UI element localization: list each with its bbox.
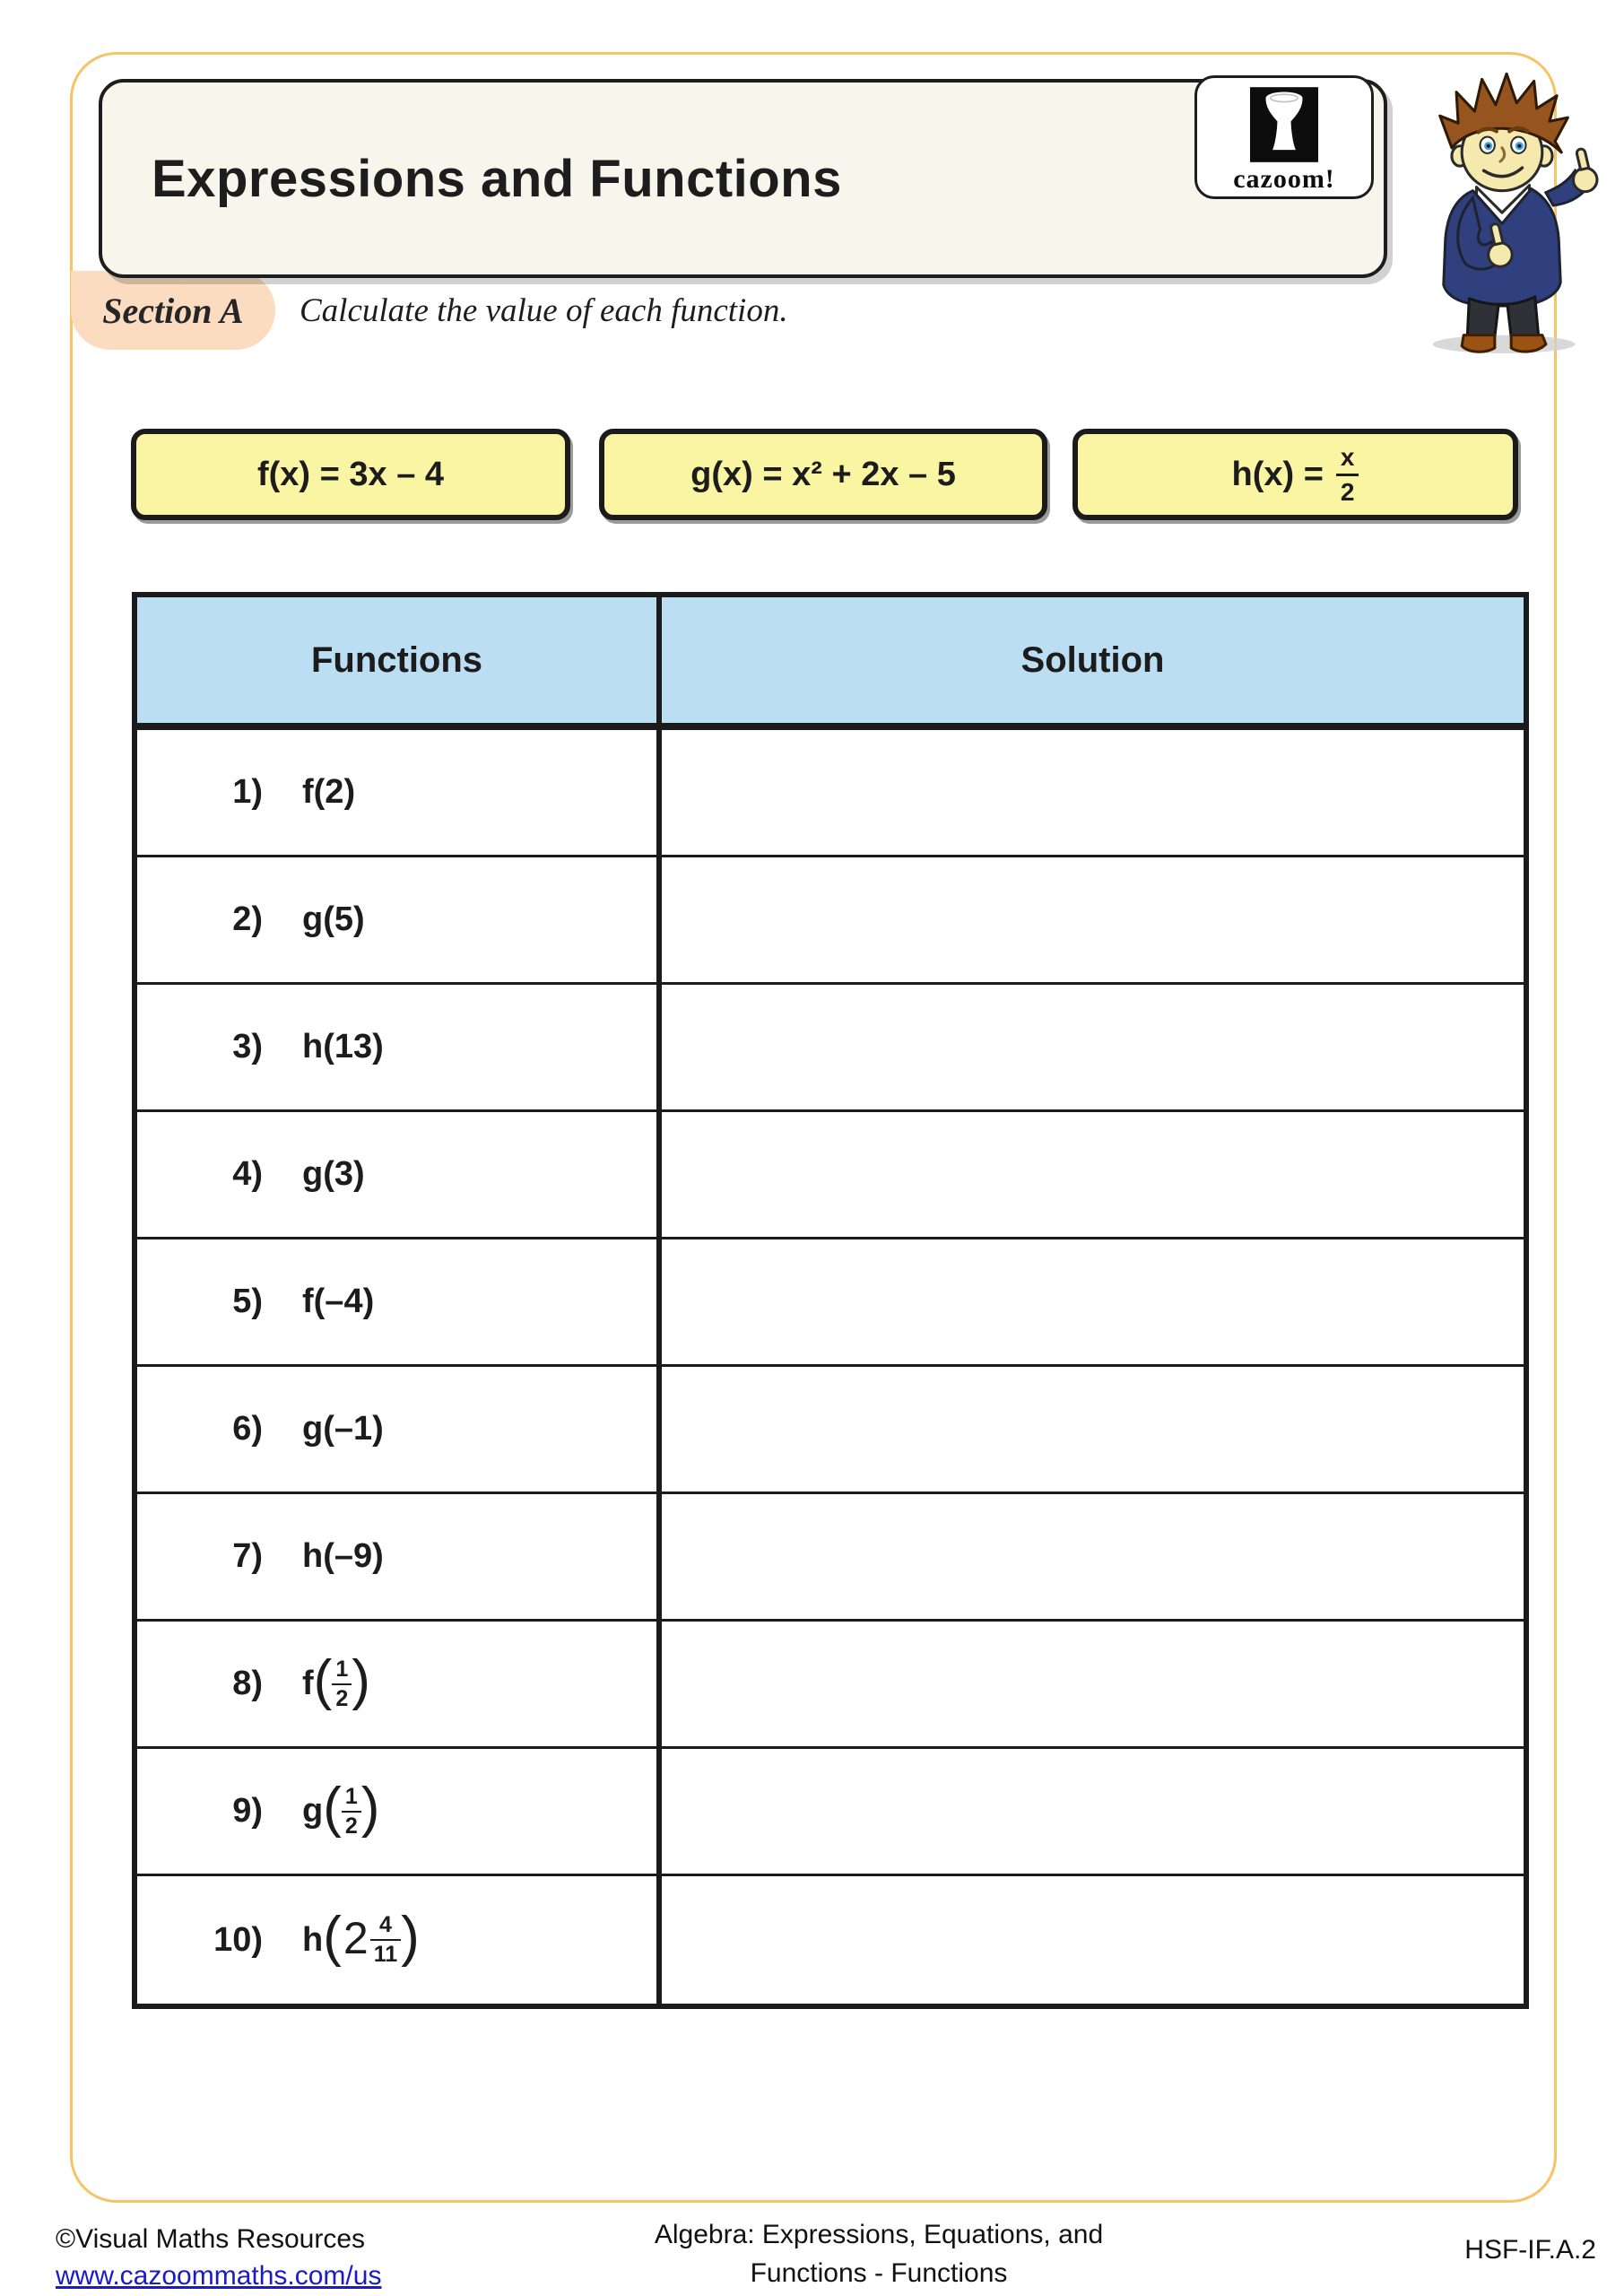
copyright-text: ©Visual Maths Resources — [56, 2224, 366, 2254]
function-cell — [137, 1112, 662, 1237]
table-row — [137, 1239, 1524, 1367]
table-row — [137, 730, 1524, 857]
function-def-f — [131, 429, 570, 520]
row-number: 4) — [232, 1155, 263, 1193]
close-paren: ) — [401, 1905, 420, 1968]
mixed-whole-number: 2 — [343, 1913, 369, 1963]
table-body — [137, 730, 1524, 2004]
page-title: Expressions and Functions — [152, 149, 842, 208]
function-cell — [137, 1876, 662, 2004]
function-text: g(3) — [302, 1155, 365, 1193]
column-header-functions: Functions — [137, 597, 662, 723]
fraction — [370, 1914, 401, 1966]
function-expression — [302, 1537, 384, 1576]
column-header-solution: Solution — [1020, 639, 1165, 680]
cazoom-drum-icon — [1250, 87, 1318, 162]
function-text: f(2) — [302, 773, 356, 811]
function-expression — [302, 1777, 380, 1839]
function-name: g — [302, 1792, 324, 1830]
solution-cell — [662, 1876, 1524, 2004]
fraction-numerator: 1 — [344, 1783, 358, 1809]
function-def-h-lhs: h(x) = — [1231, 455, 1324, 493]
function-cell — [137, 730, 662, 855]
fraction — [342, 1783, 361, 1839]
solution-cell — [662, 857, 1524, 982]
solution-cell — [662, 1239, 1524, 1364]
function-text: g(5) — [302, 900, 365, 938]
function-text: h(–9) — [302, 1537, 384, 1575]
section-a-label — [71, 271, 275, 350]
table-header-row — [137, 597, 1524, 730]
solution-cell — [662, 1749, 1524, 1874]
logo-text: cazoom! — [1233, 164, 1335, 194]
function-expression — [302, 1905, 420, 1968]
close-paren: ) — [360, 1777, 380, 1839]
function-cell — [137, 1367, 662, 1492]
function-expression — [302, 1410, 384, 1448]
function-def-h — [1073, 429, 1518, 520]
row-number: 1) — [232, 773, 263, 811]
section-a-text: Section A — [102, 290, 244, 331]
row-number: 3) — [232, 1028, 263, 1065]
function-text: h(13) — [302, 1028, 384, 1065]
solution-cell — [662, 1622, 1524, 1746]
row-number: 7) — [232, 1537, 263, 1575]
function-expression — [302, 773, 355, 812]
solution-cell — [662, 1112, 1524, 1237]
function-expression — [302, 1649, 370, 1712]
fraction-numerator: 1 — [335, 1656, 349, 1682]
website-link[interactable]: www.cazoommaths.com/us — [56, 2261, 382, 2291]
function-cell — [137, 1239, 662, 1364]
function-cell — [137, 857, 662, 982]
open-paren: ( — [323, 1777, 342, 1839]
function-expression — [302, 1283, 374, 1321]
function-cell — [137, 1749, 662, 1874]
open-paren: ( — [313, 1649, 333, 1712]
row-number: 8) — [232, 1665, 263, 1702]
table-row — [137, 1876, 1524, 2004]
table-row — [137, 1367, 1524, 1494]
footer-left — [56, 2222, 381, 2292]
solution-cell — [662, 1367, 1524, 1492]
table-row — [137, 1494, 1524, 1622]
function-cell — [137, 1622, 662, 1746]
table-row — [137, 1749, 1524, 1876]
solution-cell — [662, 730, 1524, 855]
row-number: 9) — [232, 1792, 263, 1830]
table-row — [137, 1112, 1524, 1239]
function-text: g(–1) — [302, 1410, 384, 1448]
cazoom-logo-panel — [1194, 75, 1374, 199]
close-paren: ) — [352, 1649, 370, 1712]
solution-cell — [662, 985, 1524, 1109]
open-paren: ( — [323, 1905, 342, 1968]
table-row — [137, 1622, 1524, 1749]
standard-code: HSF-IF.A.2 — [1464, 2235, 1596, 2265]
function-expression — [302, 1155, 365, 1194]
footer-topic-line1: Algebra: Expressions, Equations, and — [654, 2220, 1104, 2249]
mascot-boy-thumbs-up-illustration — [1392, 61, 1612, 353]
function-cell — [137, 1494, 662, 1619]
footer-topic-line2: Functions - Functions — [750, 2258, 1008, 2288]
table-row — [137, 857, 1524, 985]
fraction-denominator: 2 — [332, 1683, 352, 1710]
function-def-h-fraction — [1336, 442, 1359, 506]
footer-topic — [493, 2215, 1264, 2292]
solution-cell — [662, 1494, 1524, 1619]
function-text: f(–4) — [302, 1283, 375, 1320]
function-expression — [302, 900, 365, 939]
function-expression — [302, 1028, 384, 1066]
fraction-denominator: 2 — [342, 1811, 361, 1838]
fraction-numerator: x — [1340, 442, 1355, 471]
row-number: 10) — [213, 1920, 263, 1959]
section-instruction: Calculate the value of each function. — [300, 291, 788, 329]
functions-table — [132, 592, 1529, 2009]
function-def-f-text: f(x) = 3x – 4 — [256, 455, 445, 493]
function-name: f — [302, 1665, 314, 1702]
function-name: h — [302, 1920, 324, 1959]
row-number: 2) — [232, 900, 263, 938]
fraction-denominator: 11 — [370, 1939, 401, 1966]
fraction-numerator: 4 — [378, 1912, 392, 1937]
function-def-g-text: g(x) = x² + 2x – 5 — [690, 455, 956, 493]
function-def-g — [599, 429, 1047, 520]
row-number: 5) — [232, 1283, 263, 1320]
table-row — [137, 985, 1524, 1112]
fraction-denominator: 2 — [1336, 474, 1359, 505]
function-cell — [137, 985, 662, 1109]
fraction — [332, 1658, 352, 1710]
row-number: 6) — [232, 1410, 263, 1448]
